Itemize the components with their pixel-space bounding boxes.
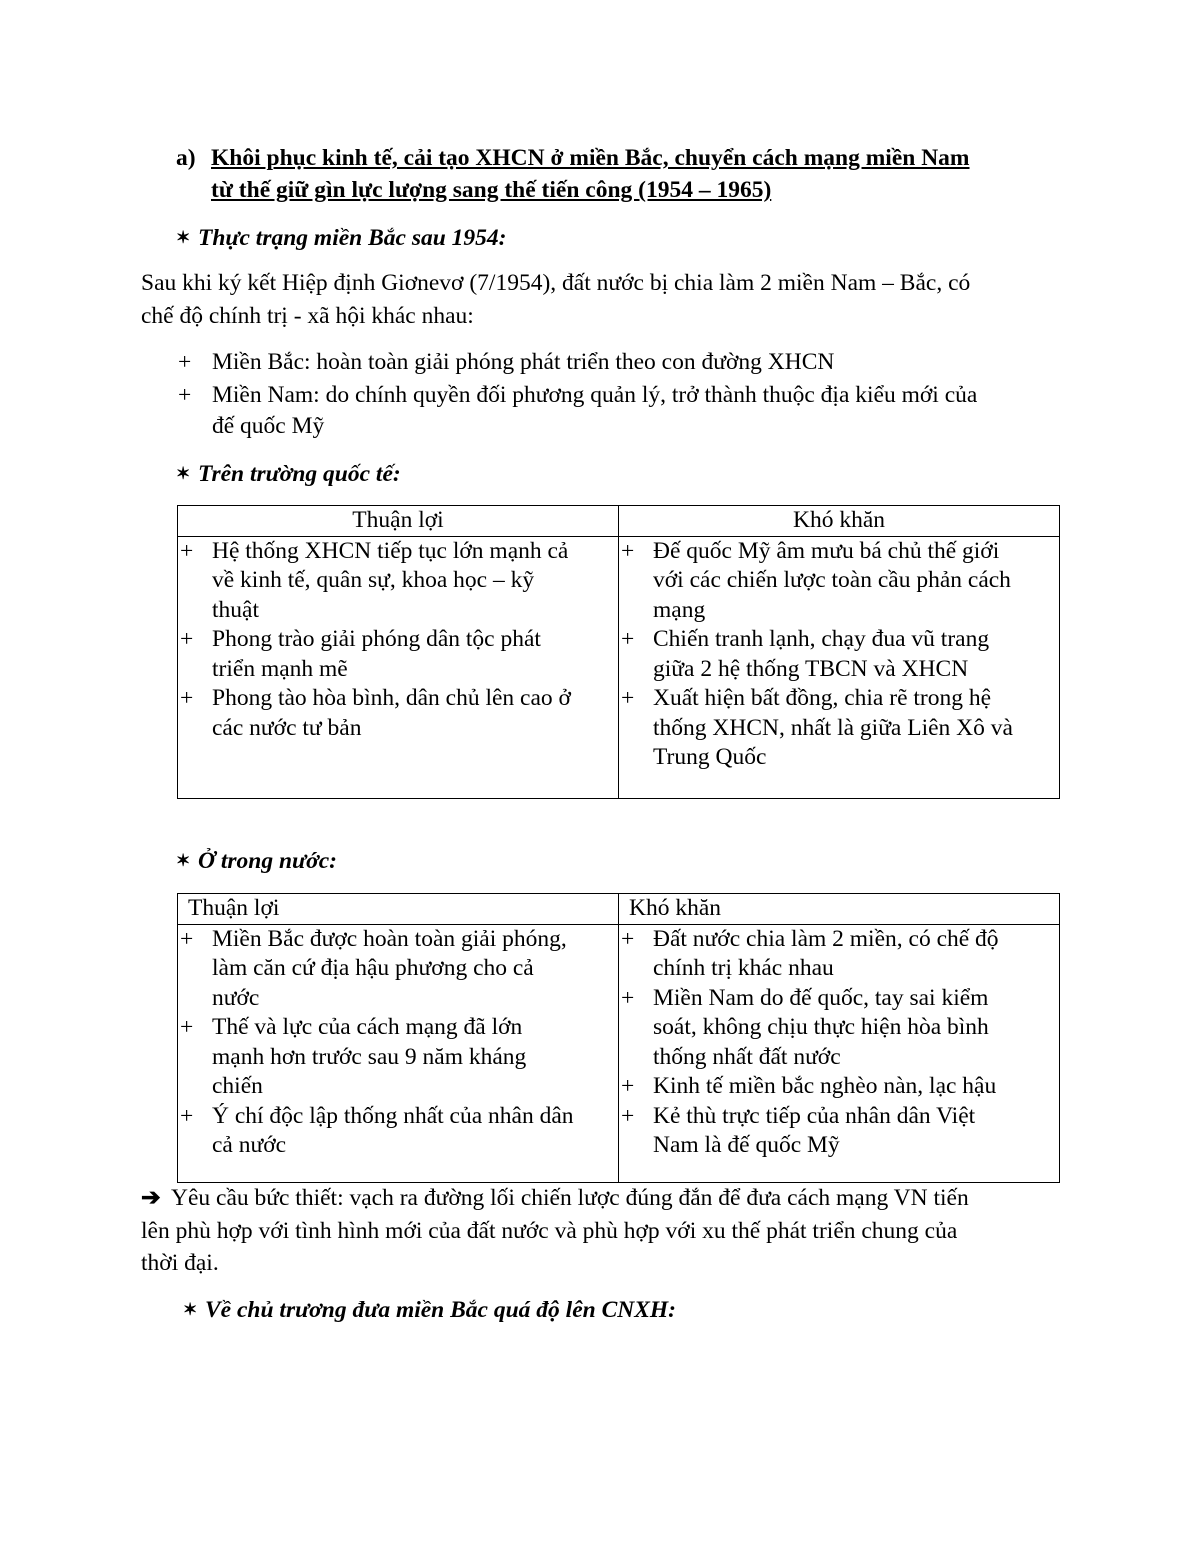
star-icon: ✶ xyxy=(176,851,191,870)
quoc-te-col-left-header: Thuận lợi xyxy=(178,506,619,537)
thuc-trang-paragraph-line2: chế độ chính trị - xã hội khác nhau: xyxy=(141,303,474,329)
list-item: + Thế và lực của cách mạng đã lớn mạnh hơn trước sau 9 năm kháng chiến xyxy=(180,1014,527,1099)
quoc-te-table xyxy=(177,505,1060,799)
list-item: + Ý chí độc lập thống nhất của nhân dân cả nước xyxy=(180,1102,574,1158)
list-item: + Đế quốc Mỹ âm mưu bá chủ thế giới với các chiến lược toàn cầu phản cách mạng xyxy=(621,537,1011,623)
list-item: + Phong trào giải phóng dân tộc phát triển mạnh mẽ xyxy=(180,626,541,682)
quoc-te-heading: ✶ Trên trường quốc tế: xyxy=(176,461,401,487)
thuc-trang-heading: ✶ Thực trạng miền Bắc sau 1954: xyxy=(176,225,507,251)
quoc-te-right-cell xyxy=(619,536,1060,798)
trong-nuoc-table xyxy=(177,893,1060,1183)
section-a-title-line2: từ thế giữ gìn lực lượng sang thế tiến công (1954 – 1965) xyxy=(211,177,772,203)
list-item: + Đất nước chia làm 2 miền, có chế độ chính trị khác nhau xyxy=(621,925,999,981)
star-icon: ✶ xyxy=(176,464,191,483)
trong-nuoc-heading: ✶ Ở trong nước: xyxy=(176,848,337,874)
list-item: + Miền Bắc được hoàn toàn giải phóng, làm căn cứ địa hậu phương cho cả nước xyxy=(180,925,567,1011)
arrow-right-icon: ➔ xyxy=(141,1185,161,1211)
plus-icon: + xyxy=(178,382,192,408)
list-item: + Kinh tế miền bắc nghèo nàn, lạc hậu xyxy=(621,1073,997,1099)
list-item: + Chiến tranh lạnh, chạy đua vũ trang giữa 2 hệ thống TBCN và XHCN xyxy=(621,626,990,682)
section-a-marker: a) xyxy=(176,145,196,171)
list-item: + Hệ thống XHCN tiếp tục lớn mạnh cả về kinh tế, quân sự, khoa học – kỹ thuật xyxy=(180,537,569,623)
trong-nuoc-col-right-header: Khó khăn xyxy=(619,894,1060,925)
quoc-te-col-right-header: Khó khăn xyxy=(619,506,1060,537)
chu-truong-heading: ✶ Về chủ trương đưa miền Bắc quá độ lên CNXH: xyxy=(183,1297,676,1323)
plus-icon: + xyxy=(178,349,192,375)
trong-nuoc-left-cell xyxy=(178,924,619,1182)
star-icon: ✶ xyxy=(176,228,191,247)
conclusion-line3: thời đại. xyxy=(141,1250,219,1276)
quoc-te-left-cell xyxy=(178,536,619,798)
thuc-trang-paragraph-line1: Sau khi ký kết Hiệp định Giơnevơ (7/1954), đất nước bị chia làm 2 miền Nam – Bắc, có xyxy=(141,270,971,296)
section-a-title-line1: Khôi phục kinh tế, cải tạo XHCN ở miền Bắc, chuyển cách mạng miền Nam xyxy=(211,145,970,171)
star-icon: ✶ xyxy=(183,1300,198,1319)
list-item: + Kẻ thù trực tiếp của nhân dân Việt Nam là đế quốc Mỹ xyxy=(621,1102,976,1158)
list-item: + Miền Nam do đế quốc, tay sai kiểm soát, không chịu thực hiện hòa bình thống nhất đất nước xyxy=(621,984,989,1070)
thuc-trang-bullet-2: + Miền Nam: do chính quyền đối phương quản lý, trở thành thuộc địa kiểu mới của đế quốc Mỹ xyxy=(178,382,978,439)
conclusion-line2: lên phù hợp với tình hình mới của đất nước và phù hợp với xu thế phát triển chung của xyxy=(141,1218,958,1244)
trong-nuoc-right-cell xyxy=(619,924,1060,1182)
thuc-trang-bullet-1: + Miền Bắc: hoàn toàn giải phóng phát triển theo con đường XHCN xyxy=(178,349,835,375)
trong-nuoc-col-left-header: Thuận lợi xyxy=(178,894,619,925)
conclusion-line1: ➔ Yêu cầu bức thiết: vạch ra đường lối chiến lược đúng đắn để đưa cách mạng VN tiến xyxy=(141,1185,969,1211)
list-item: + Phong tào hòa bình, dân chủ lên cao ở các nước tư bản xyxy=(180,685,571,741)
list-item: + Xuất hiện bất đồng, chia rẽ trong hệ thống XHCN, nhất là giữa Liên Xô và Trung Quốc xyxy=(621,685,1013,770)
